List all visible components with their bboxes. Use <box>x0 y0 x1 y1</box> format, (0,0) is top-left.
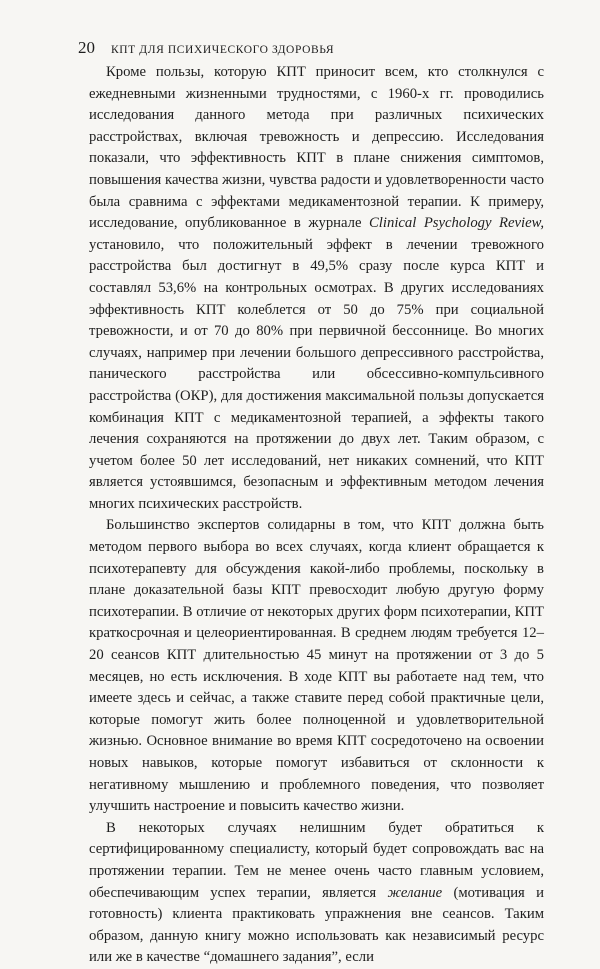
paragraph-text: В некоторых случаях нелишним будет обратиться к сертифицированному специалисту, который будет сопровождать вас на протяжении терапии. Тем не менее очень часто главным условием, обеспечивающим успех терапии, является <box>89 819 544 901</box>
paragraph-text: (мотивация и готовность) клиента практиковать упражнения вне сеансов. Таким образом, данную книгу можно использовать как независимый ресурс или же в качестве “домашнего задания”, если <box>89 884 544 966</box>
paragraph-text: Большинство экспертов солидарны в том, что КПТ должна быть методом первого выбора во всех случаях, когда клиент обращается к психотерапевту для обсуждения какой-либо проблемы, поскольку в плане доказательной базы КПТ превосходит любую другую форму психотерапии. В отличие от некоторых других форм психотерапии, КПТ краткосрочная и целеориентированная. В среднем людям требуется 12–20 сеансов КПТ длительностью 45 минут на протяжении от 3 до 5 месяцев, но есть исключения. В ходе КПТ вы работаете над тем, что имеете здесь и сейчас, а также ставите перед собой практичные цели, которые помогут жить более полноценной и удовлетворительной жизнью. Основное внимание во время КПТ сосредоточено на освоении новых навыков, которые помогут избавиться от склонности к негативному мышлению и проблемного поведения, что позволяет улучшить настроение и повысить качество жизни. <box>89 517 544 815</box>
running-title: КПТ ДЛЯ ПСИХИЧЕСКОГО ЗДОРОВЬЯ <box>111 44 335 56</box>
paragraph <box>89 818 544 969</box>
paragraph <box>89 62 544 515</box>
page-header <box>78 38 334 58</box>
paragraph <box>89 515 544 817</box>
body-text <box>89 62 544 969</box>
paragraph-text: Кроме пользы, которую КПТ приносит всем, кто столкнулся с ежедневными жизненными трудностями, с 1960-х гг. проводились исследования данного метода при различных психических расстройствах, включая тревожность и депрессию. Исследования показали, что эффективность КПТ в плане снижения симптомов, повышения качества жизни, чувства радости и удовлетворенности часто была сравнима с эффектами медикаментозной терапии. К примеру, исследование, опубликованное в журнале <box>89 64 544 232</box>
journal-name: Clinical Psychology Review, <box>369 215 544 232</box>
emphasized-word: желание <box>387 884 443 901</box>
paragraph-text: установило, что положительный эффект в лечении тревожного расстройства был достигнут в 49,5% сразу после курса КПТ и составлял 53,6% на контрольных осмотрах. В других исследованиях эффективность КПТ колеблется от 50 до 75% при социальной тревожности, и от 70 до 80% при первичной бессоннице. Во многих случаях, например при лечении большого депрессивного расстройства, панического расстройства или обсессивно-компульсивного расстройства (ОКР), для достижения максимальной пользы допускается комбинация КПТ с медикаментозной терапией, а эффекты такого лечения сохраняются на протяжении до двух лет. Таким образом, с учетом более 50 лет исследований, нет никаких сомнений, что КПТ является устоявшимся, безопасным и эффективным методом лечения многих психических расстройств. <box>89 236 544 512</box>
page-number: 20 <box>78 38 95 57</box>
